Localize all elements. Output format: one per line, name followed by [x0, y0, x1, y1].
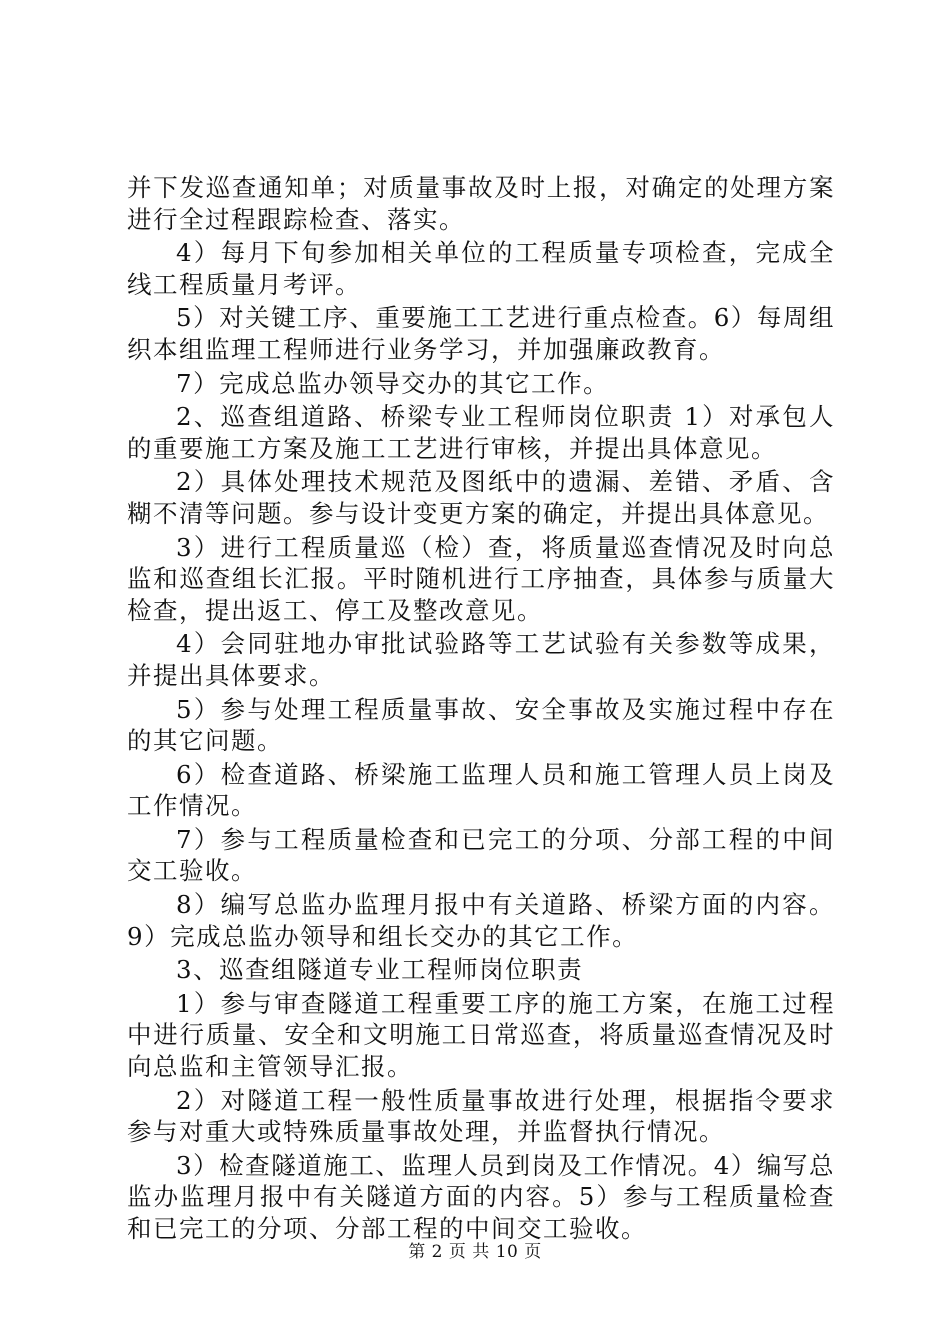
section-3-heading: 3、巡查组隧道专业工程师岗位职责 — [176, 955, 584, 985]
document-body — [127, 172, 835, 1247]
paragraph-section-3-item-2: 2）对隧道工程一般性质量事故进行处理，根据指令要求参与对重大或特殊质量事故处理，并监督执行情况。 — [127, 1085, 835, 1147]
paragraph-item-4: 4）每月下旬参加相关单位的工程质量专项检查，完成全线工程质量月考评。 — [127, 238, 835, 299]
page-number-footer: 第 2 页 共 10 页 — [408, 1242, 542, 1262]
paragraph-section-2-item-4: 4）会同驻地办审批试验路等工艺试验有关参数等成果，并提出具体要求。 — [127, 629, 835, 690]
paragraph-section-2-item-8-9: 8）编写总监办监理月报中有关道路、桥梁方面的内容。9）完成总监办领导和组长交办的其它工作。 — [127, 890, 835, 951]
paragraph-item-7: 7）完成总监办领导交办的其它工作。 — [176, 368, 610, 398]
paragraph-section-2-heading: 2、巡查组道路、桥梁专业工程师岗位职责 1）对承包人的重要施工方案及施工工艺进行审核，并提出具体意见。 — [127, 402, 835, 463]
paragraph-item-5-6: 5）对关键工序、重要施工工艺进行重点检查。6）每周组织本组监理工程师进行业务学习，并加强廉政教育。 — [127, 303, 835, 364]
paragraph-section-2-item-5: 5）参与处理工程质量事故、安全事故及实施过程中存在的其它问题。 — [127, 694, 835, 756]
paragraph-section-3-item-1: 1）参与审查隧道工程重要工序的施工方案，在施工过程中进行质量、安全和文明施工日常巡查，将质量巡查情况及时向总监和主管领导汇报。 — [127, 988, 835, 1082]
paragraph-section-2-item-2: 2）具体处理技术规范及图纸中的遗漏、差错、矛盾、含糊不清等问题。参与设计变更方案的确定，并提出具体意见。 — [127, 467, 835, 528]
paragraph-section-3-item-3-5: 3）检查隧道施工、监理人员到岗及工作情况。4）编写总监办监理月报中有关隧道方面的内容。5）参与工程质量检查和已完工的分项、分部工程的中间交工验收。 — [127, 1150, 835, 1243]
paragraph-continuation: 并下发巡查通知单；对质量事故及时上报，对确定的处理方案进行全过程跟踪检查、落实。 — [127, 173, 835, 234]
paragraph-section-2-item-7: 7）参与工程质量检查和已完工的分项、分部工程的中间交工验收。 — [127, 824, 835, 886]
paragraph-section-2-item-3: 3）进行工程质量巡（检）查，将质量巡查情况及时向总监和巡查组长汇报。平时随机进行工序抽查，具体参与质量大检查，提出返工、停工及整改意见。 — [127, 532, 835, 625]
paragraph-section-2-item-6: 6）检查道路、桥梁施工监理人员和施工管理人员上岗及工作情况。 — [127, 759, 835, 821]
